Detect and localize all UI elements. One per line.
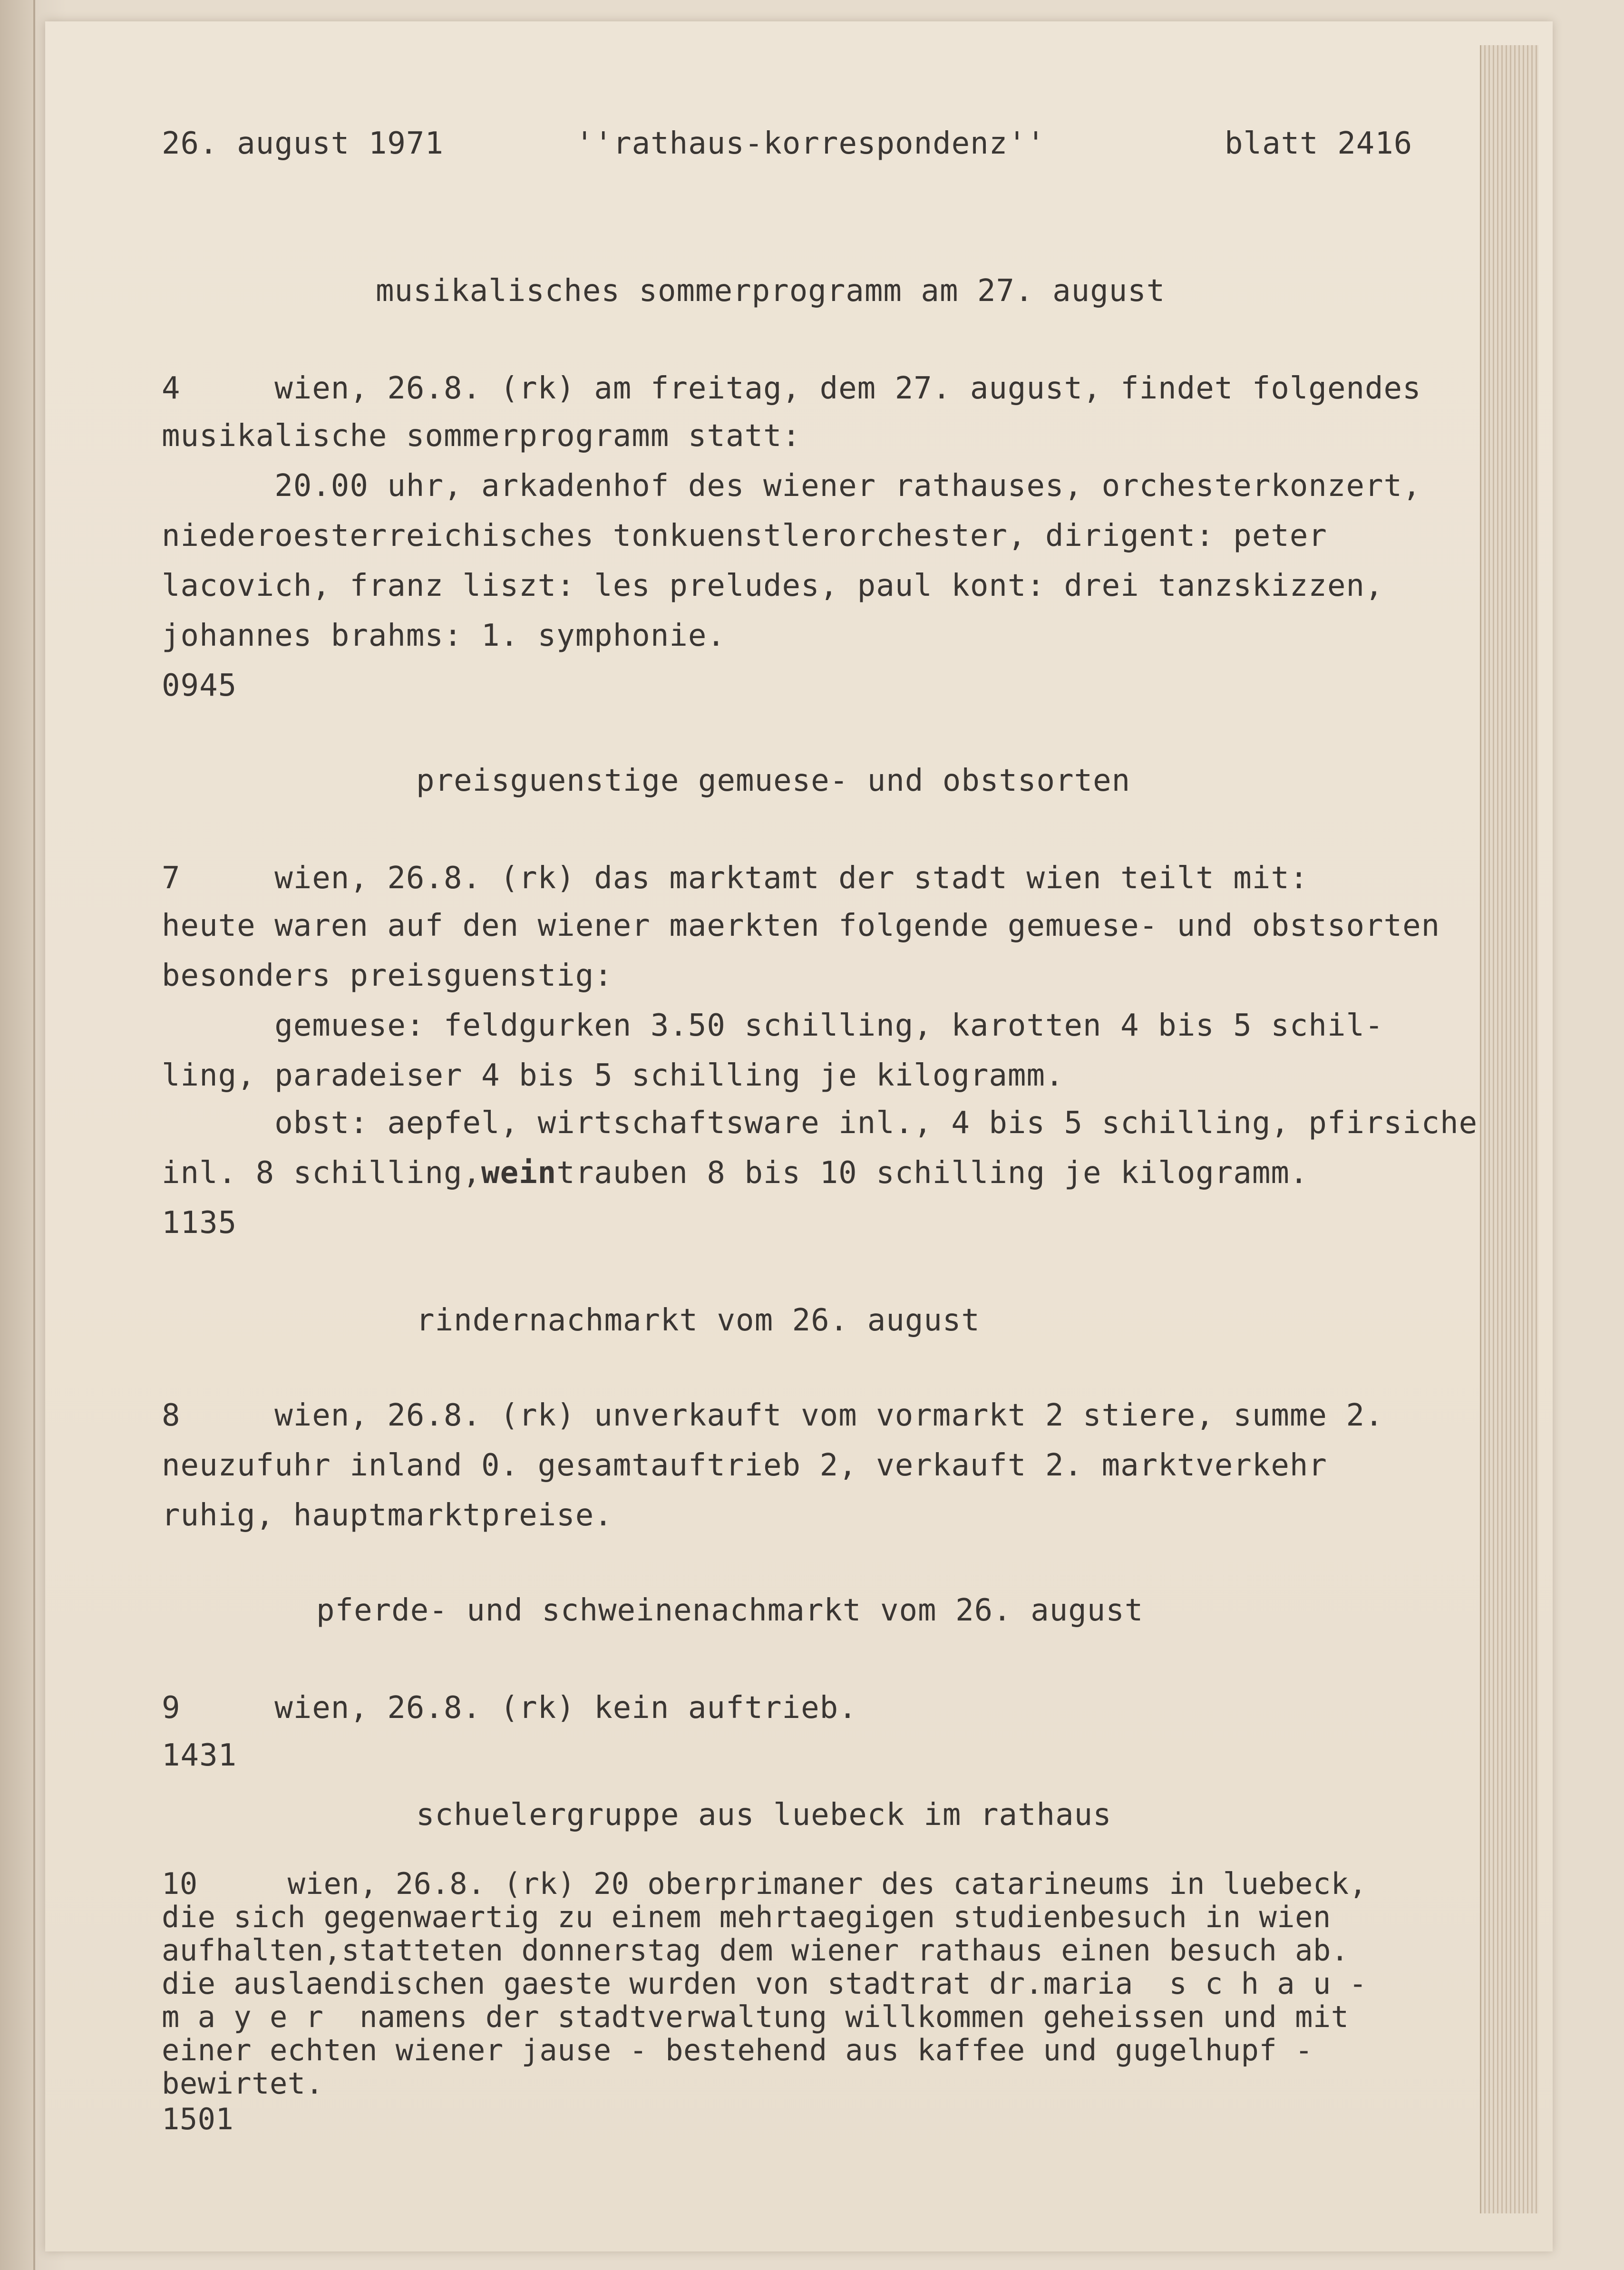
time-code: 0945 <box>162 668 237 703</box>
text-line <box>162 1155 1308 1191</box>
page-stack-edge <box>1480 45 1538 2213</box>
header-page-number: blatt 2416 <box>1225 126 1413 161</box>
previous-page-edge <box>0 0 35 2270</box>
text-line: die sich gegenwaertig zu einem mehrtaegigen studienbesuch in wien <box>162 1900 1331 1934</box>
text-fragment: trauben 8 bis 10 schilling je kilogramm. <box>556 1155 1309 1191</box>
overtyped-word: wein <box>481 1155 557 1191</box>
text-line: ling, paradeiser 4 bis 5 schilling je kilogramm. <box>162 1058 1064 1093</box>
text-line: ruhig, hauptmarktpreise. <box>162 1498 613 1533</box>
text-line: 9 wien, 26.8. (rk) kein auftrieb. <box>162 1690 857 1726</box>
section-heading: pferde- und schweinenachmarkt vom 26. august <box>316 1593 1144 1628</box>
text-line: 4 wien, 26.8. (rk) am freitag, dem 27. august, findet folgendes <box>162 371 1421 406</box>
text-line: 20.00 uhr, arkadenhof des wiener rathauses, orchesterkonzert, <box>162 468 1421 504</box>
text-line: 7 wien, 26.8. (rk) das marktamt der stadt wien teilt mit: <box>162 861 1309 896</box>
text-line: 10 wien, 26.8. (rk) 20 oberprimaner des catarineums in luebeck, <box>162 1866 1367 1901</box>
text-line: lacovich, franz liszt: les preludes, paul kont: drei tanzskizzen, <box>162 568 1384 603</box>
section-heading: musikalisches sommerprogramm am 27. august <box>376 273 1166 309</box>
text-fragment: inl. 8 schilling, <box>162 1155 482 1191</box>
text-line: bewirtet. <box>162 2066 324 2101</box>
text-line: 8 wien, 26.8. (rk) unverkauft vom vormarkt 2 stiere, summe 2. <box>162 1398 1384 1433</box>
text-line: musikalische sommerprogramm statt: <box>162 418 801 454</box>
text-line: besonders preisguenstig: <box>162 958 613 993</box>
header-date: 26. august 1971 <box>162 126 444 161</box>
text-line: neuzufuhr inland 0. gesamtauftrieb 2, verkauft 2. marktverkehr <box>162 1448 1327 1483</box>
time-code: 1501 <box>162 2102 234 2136</box>
text-line: obst: aepfel, wirtschaftsware inl., 4 bis 5 schilling, pfirsiche <box>162 1106 1478 1141</box>
section-heading: schuelergruppe aus luebeck im rathaus <box>416 1797 1112 1833</box>
text-line: aufhalten,statteten donnerstag dem wiener rathaus einen besuch ab. <box>162 1933 1349 1968</box>
time-code: 1431 <box>162 1738 237 1773</box>
header-title: ''rathaus-korrespondenz'' <box>575 126 1046 161</box>
text-line: einer echten wiener jause - bestehend aus kaffee und gugelhupf - <box>162 2033 1313 2067</box>
section-heading: preisguenstige gemuese- und obstsorten <box>416 763 1131 798</box>
text-line: m a y e r namens der stadtverwaltung willkommen geheissen und mit <box>162 1999 1349 2034</box>
section-heading: rindernachmarkt vom 26. august <box>416 1303 980 1338</box>
text-line: heute waren auf den wiener maerkten folgende gemuese- und obstsorten <box>162 908 1440 943</box>
text-line: niederoesterreichisches tonkuenstlerorchester, dirigent: peter <box>162 518 1327 553</box>
text-line: johannes brahms: 1. symphonie. <box>162 618 726 653</box>
time-code: 1135 <box>162 1205 237 1241</box>
text-line: die auslaendischen gaeste wurden von stadtrat dr.maria s c h a u - <box>162 1966 1367 2001</box>
text-line: gemuese: feldgurken 3.50 schilling, karotten 4 bis 5 schil- <box>162 1008 1384 1043</box>
